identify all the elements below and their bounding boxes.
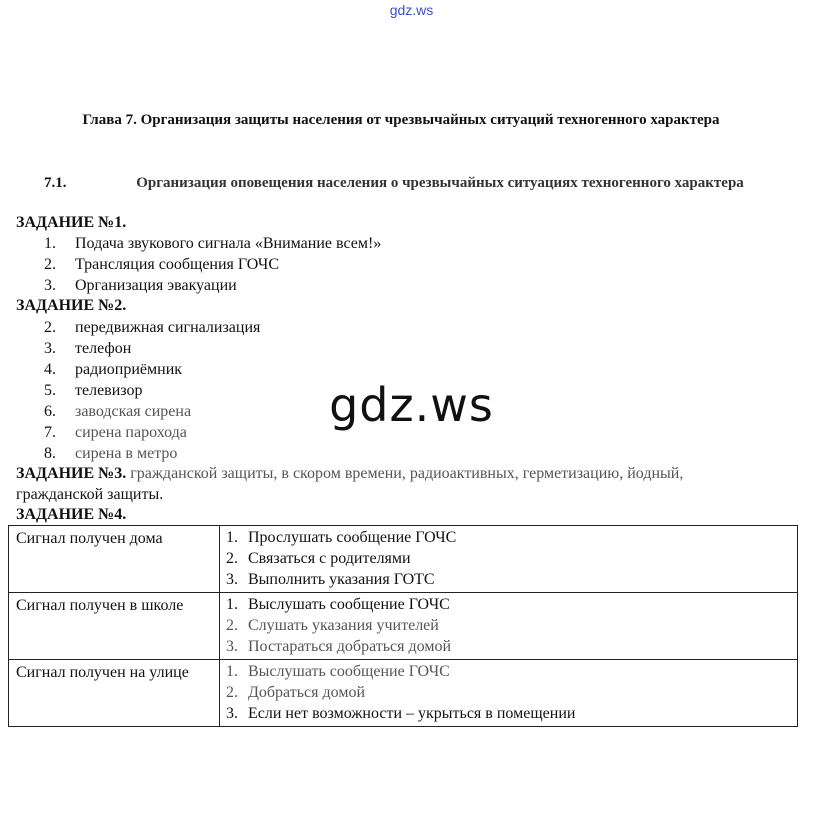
list-item	[44, 317, 260, 338]
step-item	[226, 636, 797, 657]
step-number: 1.	[226, 663, 238, 680]
task4-heading: ЗАДАНИЕ №4.	[16, 506, 127, 523]
list-item-text: заводская сирена	[75, 403, 192, 420]
list-item	[44, 338, 260, 359]
step-text: Слушать указания учителей	[248, 617, 439, 634]
step-text: Прослушать сообщение ГОЧС	[248, 529, 457, 546]
chapter-title: Глава 7. Организация защиты населения от чрезвычайных ситуаций техногенного характера	[82, 112, 720, 128]
list-item-text: сирена в метро	[75, 445, 178, 462]
signal-condition: Сигнал получен в школе	[9, 593, 220, 660]
section-title	[44, 173, 774, 193]
list-item-number: 8.	[44, 445, 56, 462]
step-item	[226, 569, 797, 590]
section-title-text: Организация оповещения населения о чрезвычайных ситуациях техногенного характера	[136, 175, 744, 191]
list-item-number: 1.	[44, 235, 56, 252]
task3-line	[16, 463, 806, 484]
task3-heading: ЗАДАНИЕ №3.	[16, 465, 127, 482]
signal-steps	[220, 593, 798, 660]
step-number: 2.	[226, 617, 238, 634]
table-row	[9, 660, 798, 727]
step-text: Связаться с родителями	[248, 550, 411, 567]
step-item	[226, 682, 797, 703]
list-item-text: телефон	[75, 340, 132, 357]
section-number: 7.1.	[44, 175, 67, 191]
list-item-number: 3.	[44, 340, 56, 357]
list-item	[44, 443, 260, 464]
top-watermark: gdz.ws	[389, 2, 434, 18]
list-item	[44, 275, 381, 296]
step-number: 3.	[226, 638, 238, 655]
task3-answer: гражданской защиты, в скором времени, радиоактивных, герметизацию, йодный,	[130, 465, 684, 482]
step-number: 2.	[226, 684, 238, 701]
list-item-number: 6.	[44, 403, 56, 420]
task3-continuation: гражданской защиты.	[16, 486, 164, 503]
list-item-text: Подача звукового сигнала «Внимание всем!»	[75, 235, 382, 252]
list-item-number: 2.	[44, 319, 56, 336]
step-number: 3.	[226, 571, 238, 588]
task2-heading: ЗАДАНИЕ №2.	[16, 297, 127, 314]
step-text: Если нет возможности – укрыться в помещении	[248, 705, 576, 722]
list-item-number: 5.	[44, 382, 56, 399]
step-item	[226, 594, 797, 615]
step-number: 1.	[226, 596, 238, 613]
list-item	[44, 233, 381, 254]
list-item-text: телевизор	[75, 382, 143, 399]
list-item-number: 7.	[44, 424, 56, 441]
step-item	[226, 615, 797, 636]
step-number: 1.	[226, 529, 238, 546]
step-item	[226, 548, 797, 569]
step-text: Выслушать сообщение ГОЧС	[248, 663, 450, 680]
list-item-text: радиоприёмник	[75, 361, 183, 378]
list-item-text: Организация эвакуации	[75, 277, 237, 294]
step-number: 3.	[226, 705, 238, 722]
list-item-text: сирена парохода	[75, 424, 187, 441]
signal-condition: Сигнал получен дома	[9, 526, 220, 593]
step-text: Выслушать сообщение ГОЧС	[248, 596, 450, 613]
signal-steps	[220, 660, 798, 727]
signals-table	[8, 525, 798, 727]
task1-heading: ЗАДАНИЕ №1.	[16, 214, 127, 231]
step-number: 2.	[226, 550, 238, 567]
list-item-number: 4.	[44, 361, 56, 378]
list-item-number: 2.	[44, 256, 56, 273]
step-item	[226, 661, 797, 682]
step-item	[226, 527, 797, 548]
step-text: Выполнить указания ГОТС	[248, 571, 435, 588]
step-text: Добраться домой	[248, 684, 366, 701]
task1-list	[44, 233, 381, 296]
signal-steps	[220, 526, 798, 593]
center-watermark: gdz.ws	[329, 378, 494, 432]
table-row	[9, 526, 798, 593]
list-item-text: передвижная сигнализация	[75, 319, 261, 336]
signal-condition: Сигнал получен на улице	[9, 660, 220, 727]
step-item	[226, 703, 797, 724]
table-row	[9, 593, 798, 660]
list-item	[44, 254, 381, 275]
step-text: Постараться добраться домой	[248, 638, 452, 655]
list-item-number: 3.	[44, 277, 56, 294]
list-item-text: Трансляция сообщения ГОЧС	[75, 256, 279, 273]
list-item	[44, 359, 260, 380]
